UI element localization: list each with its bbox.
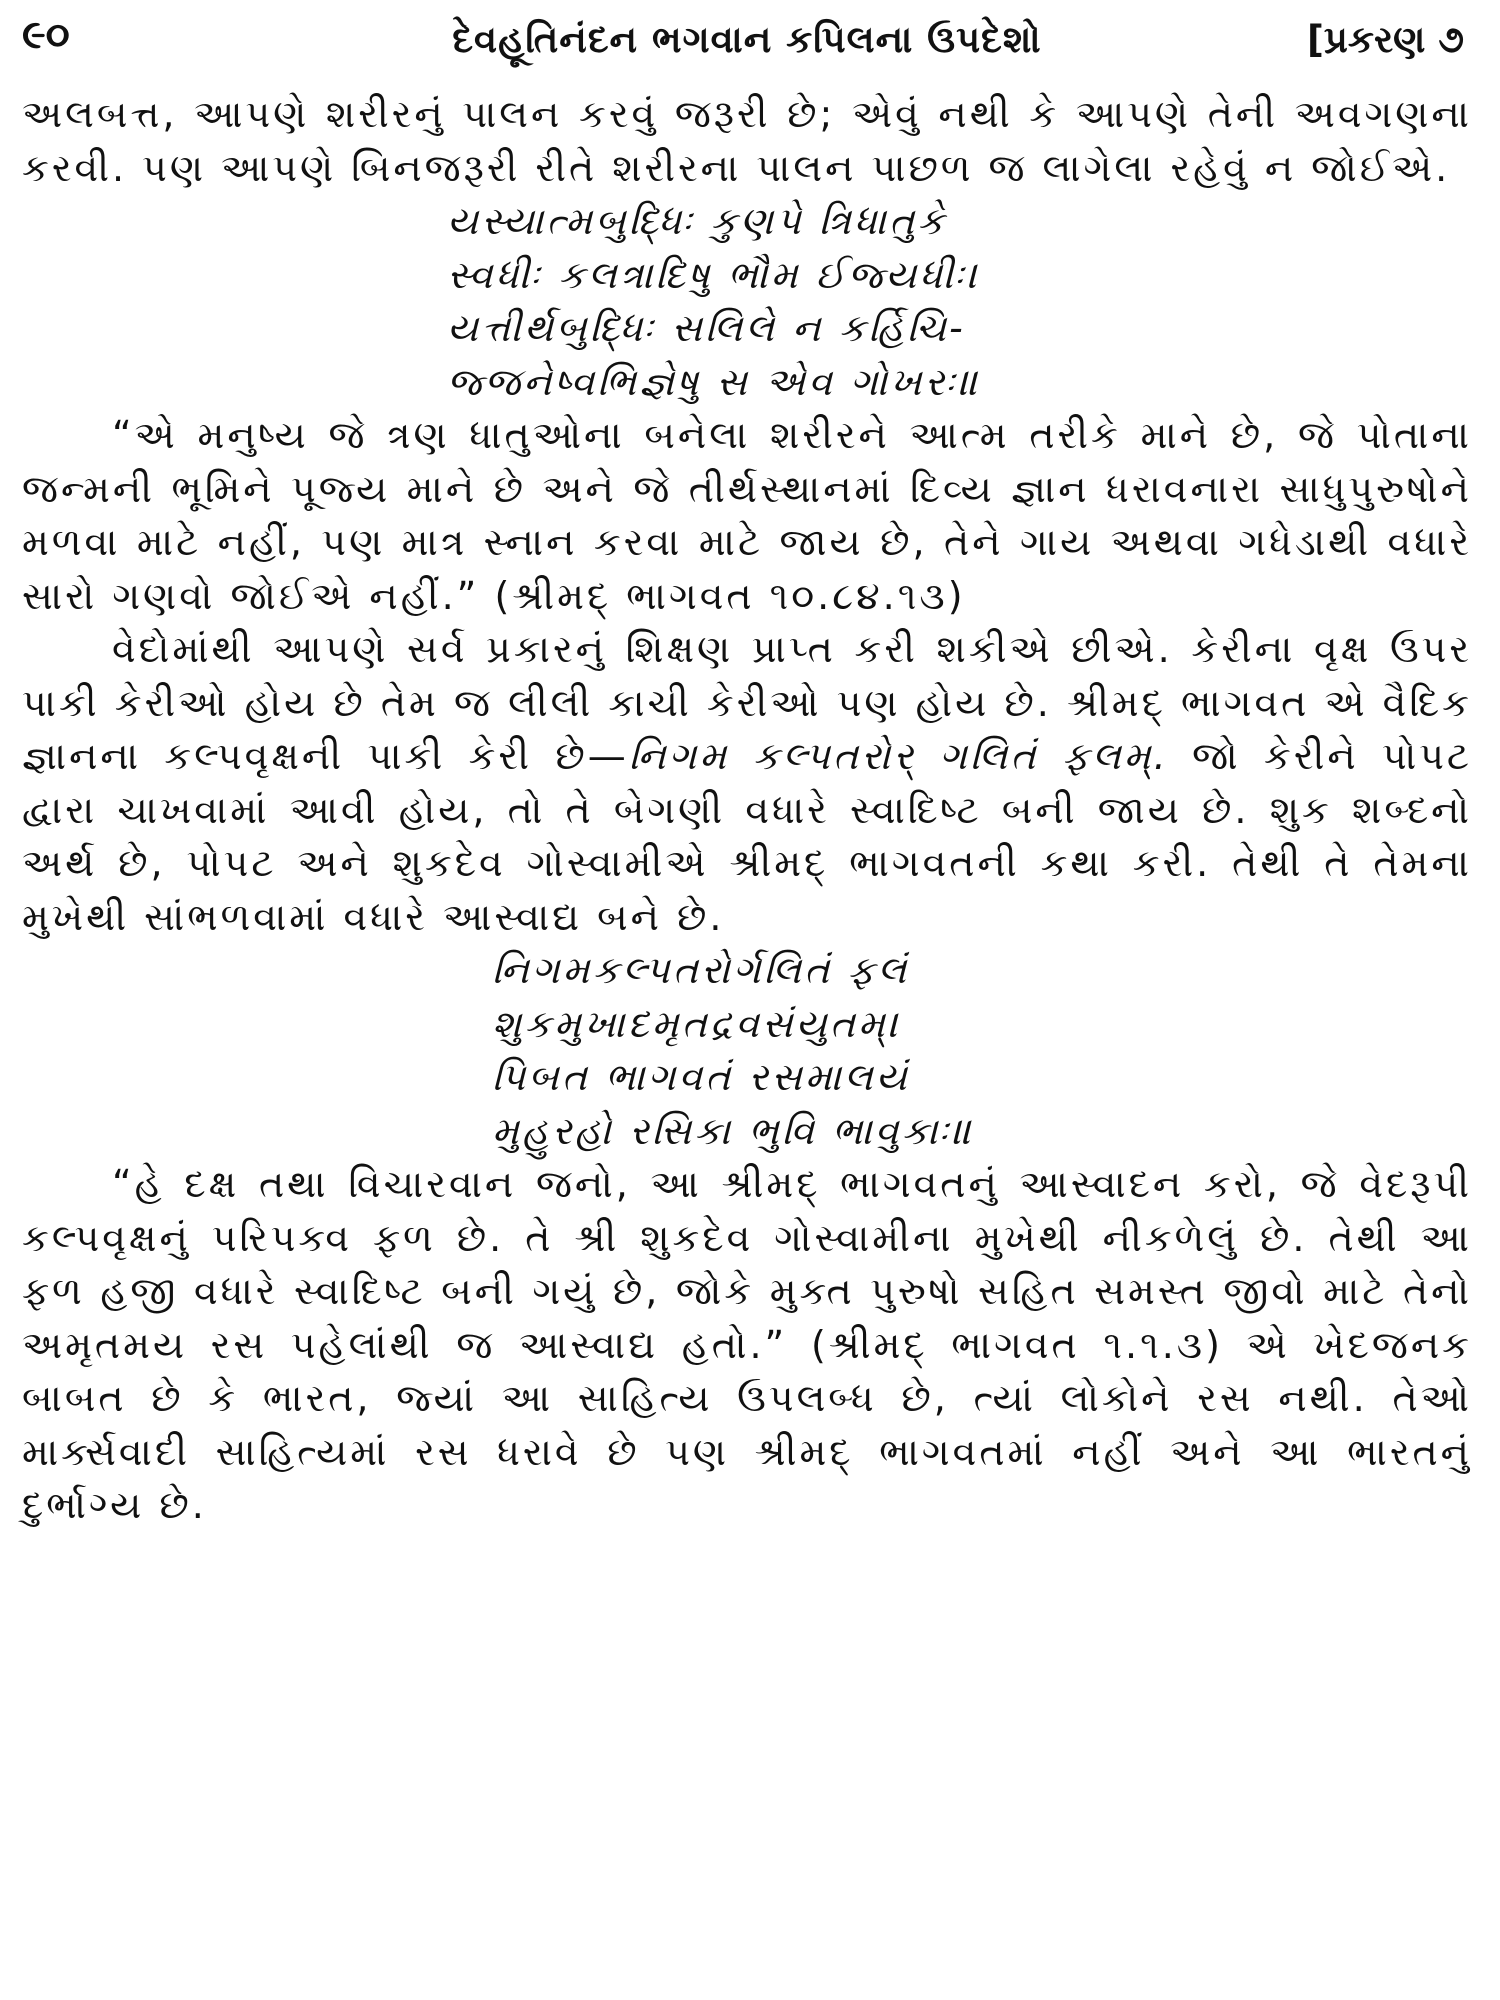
sanskrit-verse-1 <box>22 195 1472 409</box>
verse-line: જ્જનેષ્વભિજ્ઞેષુ સ એવ ગોખરઃ॥ <box>447 359 982 404</box>
chapter-label: [પ્રકરણ ૭ <box>1306 18 1464 61</box>
paragraph-verse-2-translation: “હે દક્ષ તથા વિચારવાન જનો, આ શ્રીમદ્ ભાગવતનું આસ્વાદન કરો, જે વેદરૂપી કલ્પવૃક્ષનું પરિપક્વ ફળ છે. તે શ્રી શુકદેવ ગોસ્વામીના મુખેથી નીકળેલું છે. તેથી આ ફળ હજી વધારે સ્વાદિષ્ટ બની ગયું છે, જોકે મુક્ત પુરુષો સહિત સમસ્ત જીવો માટે તેનો અમૃતમય રસ પહેલાંથી જ આસ્વાદ્ય હતો.” (શ્રીમદ્ ભાગવત ૧.૧.૩) એ ખેદજનક બાબત છે કે ભારત, જ્યાં આ સાહિત્ય ઉપલબ્ધ છે, ત્યાં લોકોને રસ નથી. તેઓ માર્ક્સવાદી સાહિત્યમાં રસ ધરાવે છે પણ શ્રીમદ્ ભાગવતમાં નહીં અને આ ભારતનું દુર્ભાગ્ય છે. <box>22 1162 1472 1527</box>
verse-line: શુકમુખાદમૃતદ્રવસંયુતમ્। <box>492 1001 901 1046</box>
paragraph-body-care: અલબત્ત, આપણે શરીરનું પાલન કરવું જરૂરી છે; એવું નથી કે આપણે તેની અવગણના કરવી. પણ આપણે બિનજરૂરી રીતે શરીરના પાલન પાછળ જ લાગેલા રહેવું ન જોઈએ. <box>22 92 1472 190</box>
running-title: દેવહૂતિનંદન ભગવાન કપિલના ઉપદેશો <box>452 18 1042 61</box>
page-body <box>22 88 1472 1533</box>
page-number: ૯૦ <box>22 12 70 58</box>
verse-line: મુહુરહો રસિકા ભુવિ ભાવુકાઃ॥ <box>492 1108 975 1153</box>
verse-line: નિગમકલ્પતરોર્ગલિતં ફલં <box>492 948 910 992</box>
sanskrit-verse-2 <box>22 944 1472 1158</box>
paragraph-text: વેદોમાંથી આપણે સર્વ પ્રકારનું શિક્ષણ પ્રાપ્ત કરી શકીએ છીએ. કેરીના વૃક્ષ ઉપર પાકી કેરીઓ હોય છે તેમ જ લીલી કાચી કેરીઓ પણ હોય છે. શ્રીમદ્ ભાગવત એ વૈદિક જ્ઞાનના કલ્પવૃક્ષની પાકી કેરી છે— <box>22 627 1472 778</box>
page-header <box>22 0 1472 88</box>
verse-line: સ્વધીઃ કલત્રાદિષુ ભૌમ ઈજ્યધીઃ। <box>447 252 981 297</box>
verse-line: યસ્યાત્મબુદ્ધિઃ કુણપે ત્રિધાતુકે <box>447 199 948 243</box>
verse-line: પિબત ભાગવતં રસમાલયં <box>492 1055 910 1099</box>
inline-sanskrit-phrase: નિગમ કલ્પતરોર્ ગલિતં ફલમ્. <box>628 734 1169 778</box>
paragraph-verse-1-translation: “એ મનુષ્ય જે ત્રણ ધાતુઓના બનેલા શરીરને આત્મ તરીકે માને છે, જે પોતાના જન્મની ભૂમિને પૂજ્ય માને છે અને જે તીર્થસ્થાનમાં દિવ્ય જ્ઞાન ધરાવનારા સાધુપુરુષોને મળવા માટે નહીં, પણ માત્ર સ્નાન કરવા માટે જાય છે, તેને ગાય અથવા ગધેડાથી વધારે સારો ગણવો જોઈએ નહીં.” (શ્રીમદ્ ભાગવત ૧૦.૮૪.૧૩) <box>22 413 1472 618</box>
verse-line: યત્તીર્થબુદ્ધિઃ સલિલે ન કર્હિચિ- <box>447 306 966 350</box>
paragraph-text: જો કેરીને પોપટ દ્વારા ચાખવામાં આવી હોય, તો તે બેગણી વધારે સ્વાદિષ્ટ બની જાય છે. શુક શબ્દનો અર્થ છે, પોપટ અને શુકદેવ ગોસ્વામીએ શ્રીમદ્ ભાગવતની કથા કરી. તેથી તે તેમના મુખેથી સાંભળવામાં વધારે આસ્વાદ્ય બને છે. <box>22 734 1472 939</box>
paragraph-vedic-fruit <box>22 623 1472 944</box>
